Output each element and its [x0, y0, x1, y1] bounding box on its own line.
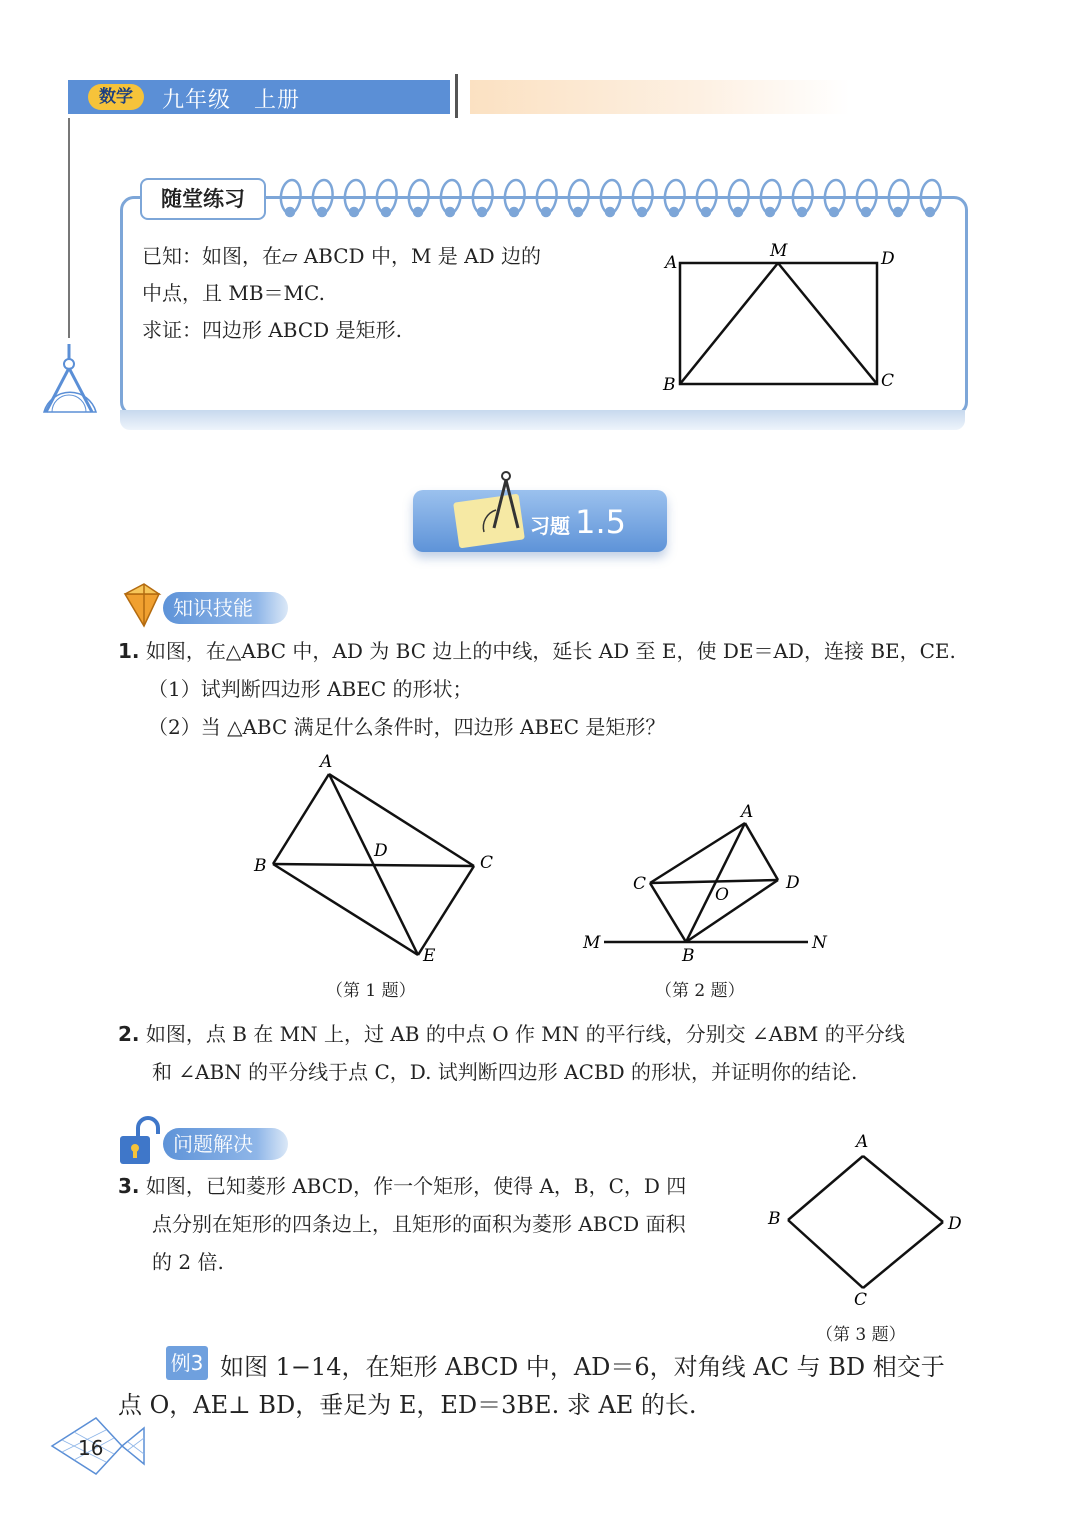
header-gradient — [470, 80, 850, 114]
grade-title: 九年级 上册 — [162, 88, 301, 113]
segment-ab — [273, 774, 329, 864]
label-c: C — [633, 874, 647, 894]
label-n: N — [812, 933, 827, 953]
label-d: D — [948, 1214, 962, 1234]
question-3-line-2: 点分别在矩形的四条边上，且矩形的面积为菱形 ABCD 面积 — [152, 1212, 686, 1236]
segment-dc — [863, 1222, 943, 1288]
section-tag-skills: 知识技能 — [163, 592, 288, 624]
figure-3 — [760, 1130, 970, 1310]
question-3 — [118, 1167, 758, 1281]
label-o: O — [715, 885, 729, 905]
label-e: E — [423, 946, 436, 966]
question-3-number: 3. — [118, 1174, 140, 1198]
rect-abcd — [680, 263, 877, 384]
segment-ce — [418, 866, 474, 955]
pyramid-icon — [122, 580, 162, 628]
exercise-title-number: 1.5 — [575, 503, 626, 541]
question-1-text: 如图，在△ABC 中，AD 为 BC 边上的中线，延长 AD 至 E，使 DE＝AD，连接 BE，CE. — [145, 639, 956, 663]
page-number: 16 — [78, 1436, 104, 1460]
question-2-number: 2. — [118, 1022, 140, 1046]
question-1 — [118, 632, 978, 746]
subject-badge: 数学 — [88, 84, 144, 110]
question-1-sub-1: （1）试判断四边形 ABEC 的形状； — [148, 677, 473, 701]
practice-text — [142, 238, 541, 349]
header-separator — [455, 74, 458, 118]
segment-cb — [650, 883, 686, 942]
spiral-binding-icon — [276, 172, 956, 224]
figure-1-caption: （第 1 题） — [326, 981, 416, 1001]
label-c: C — [881, 371, 895, 391]
question-1-sub-2: （2）当 △ABC 满足什么条件时，四边形 ABEC 是矩形？ — [148, 715, 666, 739]
label-c: C — [854, 1290, 868, 1310]
label-a: A — [741, 802, 754, 822]
figure-2-caption: （第 2 题） — [655, 981, 745, 1001]
question-2 — [118, 1015, 998, 1091]
label-b: B — [768, 1209, 781, 1229]
question-2-line-1: 如图，点 B 在 MN 上，过 AB 的中点 O 作 MN 的平行线，分别交 ∠ABM 的平分线 — [145, 1022, 905, 1046]
segment-ad — [863, 1156, 943, 1222]
label-d: D — [786, 873, 800, 893]
question-1-number: 1. — [118, 639, 140, 663]
practice-line-3: 求证：四边形 ABCD 是矩形. — [142, 318, 402, 342]
practice-box-shadow — [120, 410, 965, 430]
segment-db — [686, 880, 778, 942]
label-m: M — [770, 241, 788, 261]
drafting-compass-icon — [470, 466, 530, 546]
segment-bc — [788, 1220, 863, 1288]
label-b: B — [663, 375, 676, 395]
segment-ad — [745, 823, 778, 880]
compass-icon — [38, 340, 100, 416]
segment-mc — [778, 263, 877, 384]
segment-ab — [788, 1156, 863, 1220]
label-c: C — [480, 853, 494, 873]
label-a: A — [856, 1132, 869, 1152]
label-d: D — [881, 249, 895, 269]
question-3-line-3: 的 2 倍. — [152, 1250, 224, 1274]
margin-line — [68, 118, 70, 338]
practice-line-2: 中点，且 MB＝MC. — [142, 281, 325, 305]
figure-2 — [578, 798, 838, 968]
padlock-icon — [116, 1116, 162, 1168]
figure-3-caption: （第 3 题） — [816, 1325, 906, 1345]
exercise-title-word: 习题 — [530, 514, 570, 538]
segment-mb — [680, 263, 778, 384]
label-b: B — [682, 946, 695, 966]
example-line-1: 如图 1−14，在矩形 ABCD 中，AD＝6，对角线 AC 与 BD 相交于 — [220, 1353, 945, 1381]
segment-cd — [650, 880, 778, 883]
label-d: D — [374, 841, 388, 861]
practice-line-1: 已知：如图，在▱ ABCD 中，M 是 AD 边的 — [142, 244, 541, 268]
practice-figure — [660, 240, 900, 400]
example-line-2: 点 O，AE⊥ BD，垂足为 E，ED＝3BE. 求 AE 的长. — [118, 1391, 697, 1419]
label-a: A — [665, 253, 678, 273]
exercise-title — [530, 503, 626, 541]
practice-label: 随堂练习 — [140, 178, 266, 220]
question-2-line-2: 和 ∠ABN 的平分线于点 C，D. 试判断四边形 ACBD 的形状，并证明你的结论. — [152, 1060, 858, 1084]
figure-1 — [240, 750, 520, 970]
section-tag-problem-solving: 问题解决 — [163, 1128, 288, 1160]
label-b: B — [254, 856, 267, 876]
label-a: A — [320, 752, 333, 772]
question-3-line-1: 如图，已知菱形 ABCD，作一个矩形，使得 A，B，C，D 四 — [145, 1174, 687, 1198]
example-tag: 例3 — [166, 1346, 208, 1380]
label-m: M — [583, 933, 601, 953]
